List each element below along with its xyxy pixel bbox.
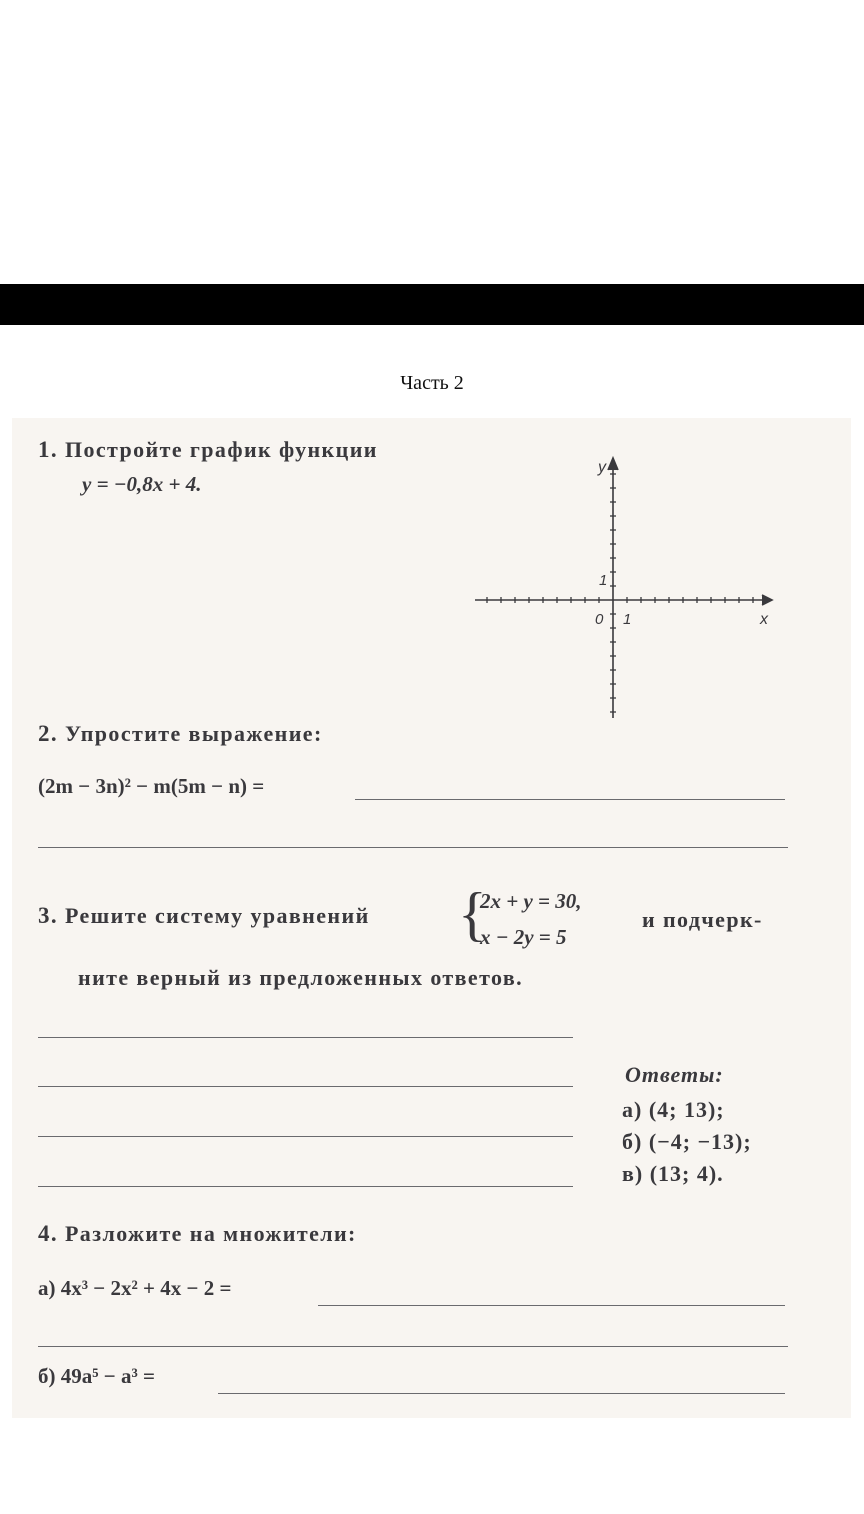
y-axis-label: y	[598, 459, 606, 476]
coordinate-grid[interactable]	[470, 452, 780, 722]
answer-option-c[interactable]: в) (13; 4).	[622, 1161, 724, 1186]
task2-text: Упростите выражение:	[64, 721, 323, 746]
x-axis-label: x	[760, 611, 768, 628]
answer-option-b[interactable]: б) (−4; −13);	[622, 1129, 752, 1154]
task4-text: Разложите на множители:	[64, 1221, 357, 1246]
system-brace: {	[458, 881, 487, 947]
answer-line-2a[interactable]	[355, 799, 785, 800]
answer-line-4a2[interactable]	[38, 1346, 788, 1347]
answer-line-3d[interactable]	[38, 1186, 573, 1187]
task1-heading	[38, 437, 378, 463]
task3-text-line2: ните верный из предложенных ответов.	[78, 965, 524, 990]
task3-text-after: и подчерк-	[642, 907, 763, 932]
task3-text: Решите систему уравнений	[64, 903, 370, 928]
y-unit-label: 1	[599, 572, 608, 589]
task2-number: 2.	[38, 721, 59, 746]
answer-line-3b[interactable]	[38, 1086, 573, 1087]
part-title: Часть 2	[400, 372, 464, 394]
answer-line-4b[interactable]	[218, 1393, 785, 1394]
answer-line-4a[interactable]	[318, 1305, 785, 1306]
task1-number: 1.	[38, 437, 59, 462]
answer-line-3a[interactable]	[38, 1037, 573, 1038]
answer-line-3c[interactable]	[38, 1136, 573, 1137]
task4-heading	[38, 1221, 357, 1247]
task4-b: б) 49a⁵ − a³ =	[38, 1364, 156, 1388]
task2-expression: (2m − 3n)² − m(5m − n) =	[38, 774, 265, 798]
task1-formula: y = −0,8x + 4.	[82, 472, 202, 496]
task4-a: а) 4x³ − 2x² + 4x − 2 =	[38, 1276, 232, 1300]
task3-eq2: x − 2y = 5	[480, 925, 567, 949]
origin-label: 0	[595, 611, 604, 628]
task3-heading	[38, 903, 370, 929]
x-unit-label: 1	[623, 611, 632, 628]
answer-line-2b[interactable]	[38, 847, 788, 848]
task3-number: 3.	[38, 903, 59, 928]
task4-number: 4.	[38, 1221, 59, 1246]
task3-eq1: 2x + y = 30,	[480, 889, 582, 913]
top-black-bar	[0, 284, 864, 325]
answer-option-a[interactable]: а) (4; 13);	[622, 1097, 725, 1122]
task2-heading	[38, 721, 323, 747]
answers-title: Ответы:	[625, 1062, 724, 1087]
task1-text: Постройте график функции	[64, 437, 378, 462]
